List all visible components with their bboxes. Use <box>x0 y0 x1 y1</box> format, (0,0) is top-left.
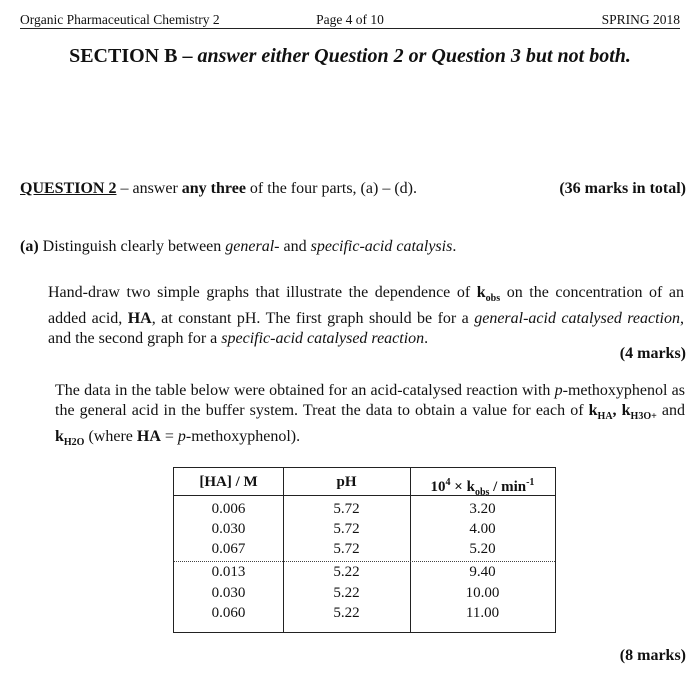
specific-acid-phrase: specific-acid catalysed reaction <box>221 330 425 348</box>
ha-symbol: HA <box>136 428 161 446</box>
table-header-concentration: [HA] / M <box>199 474 258 490</box>
para2-p: p <box>177 428 186 446</box>
table-cell-concentration: 0.013 <box>211 564 246 580</box>
table-cell-concentration: 0.067 <box>211 541 246 557</box>
para2-text: -methoxyphenol). <box>185 428 301 446</box>
part-a-text: Distinguish clearly between <box>38 238 226 255</box>
part-a-term-general: general- <box>225 238 280 255</box>
kh3o-subscript: H3O+ <box>630 411 657 423</box>
para2-text: -methoxyphenol as the general acid in the buffer system. Treat the data to obtain a value for each of <box>55 382 685 419</box>
question-emphasis: any three <box>181 180 246 197</box>
kobs-header-exp: 4 <box>445 477 451 488</box>
kh2o-symbol: k <box>55 428 64 446</box>
kobs-header-ten: 10 <box>430 479 446 495</box>
kobs-subscript: obs <box>485 293 501 305</box>
para2-text: and <box>656 402 686 419</box>
para1-text: Hand-draw two simple graphs that illustrate the dependence of <box>48 284 477 301</box>
kh3o-symbol: k <box>621 402 631 419</box>
term-label: SPRING 2018 <box>601 12 680 27</box>
section-label: SECTION B <box>69 45 178 67</box>
para2-comma: , <box>612 402 622 419</box>
part-a-marks: (4 marks) <box>619 345 686 362</box>
para2-text: The data in the table below were obtained for an acid-catalysed reaction with <box>55 382 555 399</box>
table-cell-kobs: 11.00 <box>465 605 500 621</box>
table-cell-kobs: 10.00 <box>465 585 500 601</box>
question-rest: of the four parts, (a) – (d). <box>245 180 417 197</box>
kobs-header-times: × <box>450 479 467 495</box>
table-cell-ph: 5.22 <box>333 564 360 580</box>
part-a-term-specific: specific-acid catalysis <box>310 238 453 255</box>
data-paragraph <box>55 381 685 453</box>
kobs-symbol: k <box>476 284 486 301</box>
table-cell-kobs: 3.20 <box>469 501 496 517</box>
para1-text: . <box>424 330 429 348</box>
para2-text: (where <box>84 428 137 446</box>
part-a-and: and <box>279 238 311 255</box>
para2-text: = <box>160 428 178 446</box>
part-a-period: . <box>452 238 457 255</box>
ha-symbol: HA <box>127 310 152 328</box>
table-cell-kobs: 5.20 <box>469 541 496 557</box>
table-group-rule <box>174 561 555 562</box>
section-instruction: answer either Question 2 or Question 3 but not both. <box>197 45 631 67</box>
data-table <box>173 467 556 633</box>
kobs-header-sub: obs <box>474 487 490 498</box>
table-cell-concentration: 0.030 <box>211 585 246 601</box>
table-header-kobs <box>410 474 555 501</box>
table-cell-kobs: 4.00 <box>469 521 496 537</box>
general-acid-phrase: general-acid catalysed reaction <box>474 310 680 328</box>
para1-text: on the concentration of an added acid, <box>48 284 685 328</box>
table-cell-concentration: 0.030 <box>211 521 246 537</box>
kha-symbol: k <box>588 402 598 419</box>
section-dash: – <box>177 45 198 67</box>
table-cell-ph: 5.22 <box>333 585 360 601</box>
header-rule <box>20 28 680 29</box>
para1-text: , at constant pH. The first graph should be for a <box>151 310 475 328</box>
part-a-label: (a) <box>20 238 39 255</box>
table-cell-ph: 5.72 <box>333 501 360 517</box>
part-a <box>20 238 456 256</box>
kobs-header-unit: / min <box>489 479 527 495</box>
question-heading <box>20 180 417 198</box>
question-total-marks: (36 marks in total) <box>559 180 686 197</box>
table-cell-ph: 5.72 <box>333 541 360 557</box>
para2-p: p <box>554 382 563 399</box>
table-cell-concentration: 0.006 <box>211 501 246 517</box>
table-header-ph: pH <box>336 474 357 490</box>
page-number: Page 4 of 10 <box>316 12 384 27</box>
course-title: Organic Pharmaceutical Chemistry 2 <box>20 12 220 27</box>
question-title: QUESTION 2 <box>20 180 117 197</box>
kobs-header-k: k <box>466 479 475 495</box>
table-cell-ph: 5.22 <box>333 605 360 621</box>
kh2o-subscript: H2O <box>63 437 85 449</box>
para1-text: , and the second graph for a <box>48 310 684 348</box>
kha-subscript: HA <box>597 411 613 423</box>
section-heading <box>0 45 700 68</box>
table-cell-kobs: 9.40 <box>469 564 496 580</box>
table-part-marks: (8 marks) <box>619 647 686 664</box>
table-cell-ph: 5.72 <box>333 521 360 537</box>
table-cell-concentration: 0.060 <box>211 605 246 621</box>
kobs-header-unit-exp: -1 <box>526 477 535 488</box>
graphs-paragraph <box>48 283 684 349</box>
question-lead: – answer <box>116 180 182 197</box>
